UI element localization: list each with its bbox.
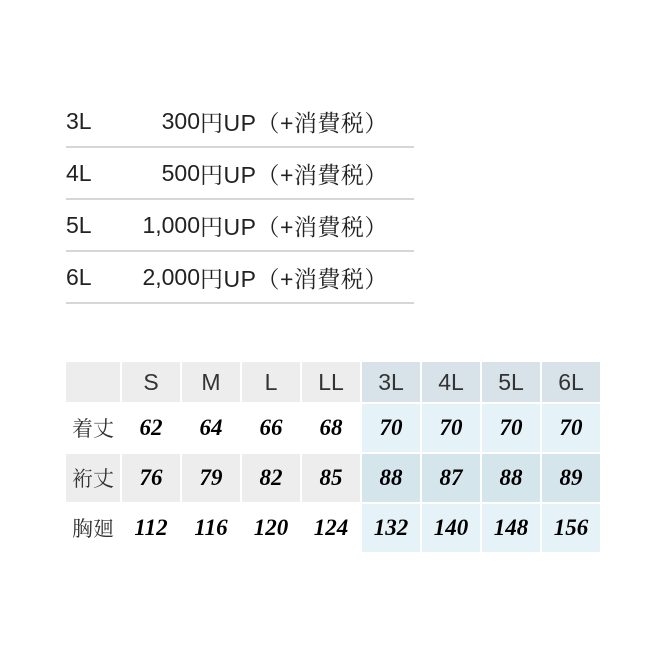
size-value-cell: 70 [542,404,600,452]
size-value-cell: 124 [302,504,360,552]
surcharge-price-list [66,96,414,304]
size-value-cell: 64 [182,404,240,452]
price-suffix: 円UP（+消費税） [200,161,388,188]
size-value-cell: 70 [362,404,420,452]
price-size-label: 3L [66,107,92,134]
size-value-cell: 156 [542,504,600,552]
price-row [66,252,414,304]
column-header-6l: 6L [542,362,600,402]
table-row-body-length [66,404,600,452]
size-value-cell: 140 [422,504,480,552]
price-suffix: 円UP（+消費税） [200,109,388,136]
price-suffix: 円UP（+消費税） [200,265,388,292]
column-header-l: L [242,362,300,402]
size-value-cell: 79 [182,454,240,502]
size-value-cell: 87 [422,454,480,502]
price-row [66,200,414,252]
size-value-cell: 112 [122,504,180,552]
row-label: 裄丈 [66,454,120,502]
row-label: 着丈 [66,404,120,452]
price-amount: 1,000 [142,211,200,238]
table-row-chest [66,504,600,552]
price-size-label: 5L [66,211,92,238]
size-value-cell: 82 [242,454,300,502]
size-value-cell: 132 [362,504,420,552]
column-header-4l: 4L [422,362,480,402]
size-value-cell: 70 [422,404,480,452]
price-row [66,148,414,200]
price-amount: 300 [161,107,200,134]
price-size-label: 6L [66,263,92,290]
size-value-cell: 68 [302,404,360,452]
price-row [66,96,414,148]
size-value-cell: 148 [482,504,540,552]
price-amount: 2,000 [142,263,200,290]
column-header-ll: LL [302,362,360,402]
size-value-cell: 120 [242,504,300,552]
size-value-cell: 85 [302,454,360,502]
column-header-s: S [122,362,180,402]
row-label: 胸廻 [66,504,120,552]
size-value-cell: 89 [542,454,600,502]
size-value-cell: 76 [122,454,180,502]
size-value-cell: 116 [182,504,240,552]
table-header-row [66,362,600,402]
size-value-cell: 70 [482,404,540,452]
column-header-5l: 5L [482,362,540,402]
price-amount: 500 [161,159,200,186]
corner-cell [66,362,120,402]
column-header-m: M [182,362,240,402]
size-measurement-table [64,360,602,554]
size-value-cell: 62 [122,404,180,452]
price-size-label: 4L [66,159,92,186]
table-row-sleeve-length [66,454,600,502]
size-value-cell: 88 [362,454,420,502]
size-value-cell: 88 [482,454,540,502]
column-header-3l: 3L [362,362,420,402]
price-suffix: 円UP（+消費税） [200,213,388,240]
size-value-cell: 66 [242,404,300,452]
